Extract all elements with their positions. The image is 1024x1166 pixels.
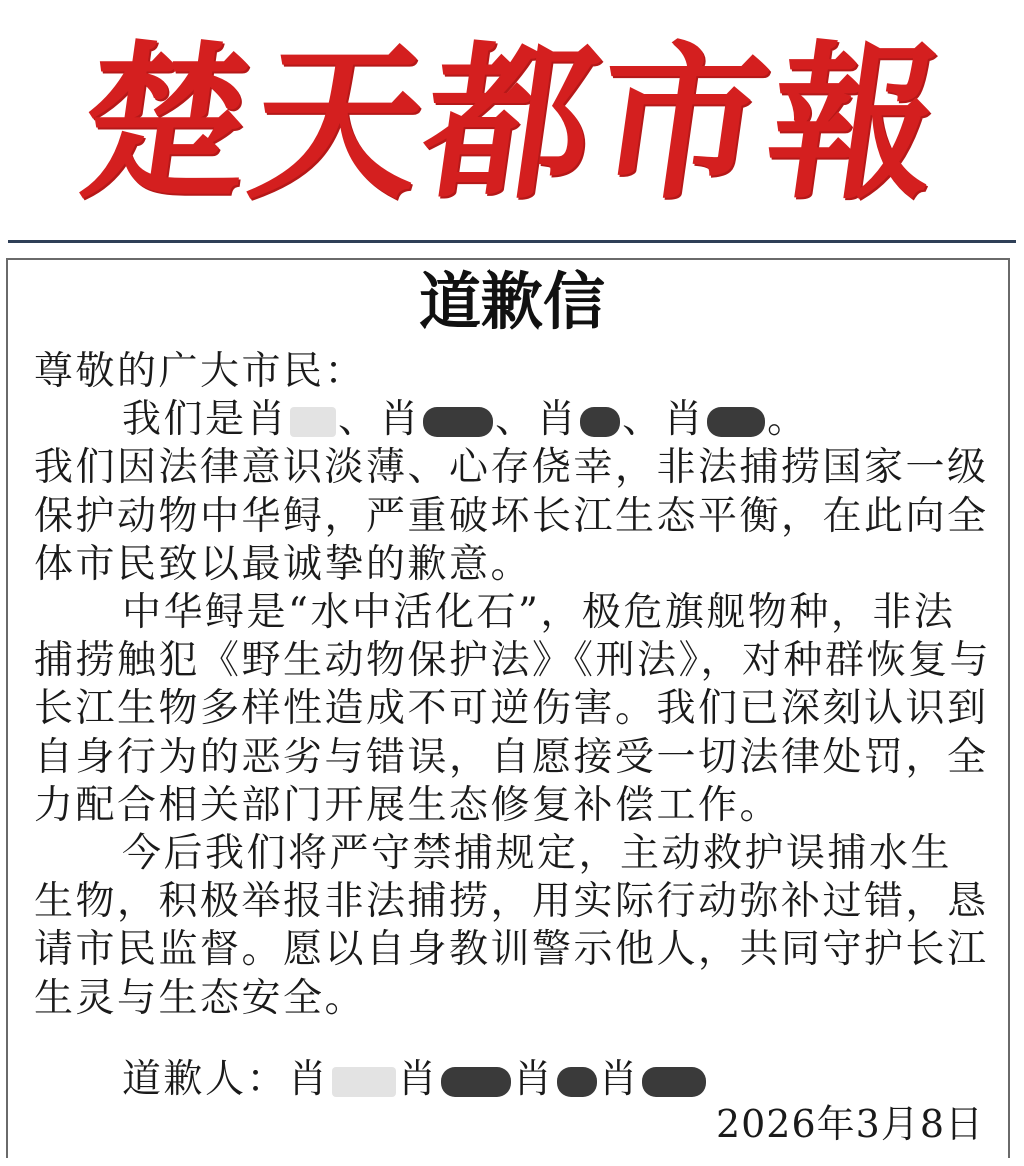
signatory-2: 肖 — [398, 1057, 514, 1102]
notice-body — [34, 348, 992, 1023]
names-line: 我们是肖 、肖 、肖 、肖 。 — [122, 397, 809, 443]
name-4: 肖 — [664, 397, 768, 442]
notice-date: 2026年3月8日 — [715, 1102, 984, 1146]
notice-title: 道歉信 — [418, 265, 605, 338]
signatory-3: 肖 — [513, 1057, 599, 1102]
redaction-mark — [557, 1067, 597, 1097]
redaction-mark — [707, 407, 765, 437]
signature-label: 道歉人： — [122, 1057, 289, 1102]
paragraph-2: 中华鲟是“水中活化石”，极危旗舰物种，非法捕捞触犯《野生动物保护法》《刑法》，对种群恢复与长江生物多样性造成不可逆伤害。我们已深刻认识到自身行为的恶劣与错误，自愿接受一切法律处罚，全力配合相关部门开展生态修复补偿工作。 — [34, 590, 992, 828]
signature-line — [122, 1056, 708, 1104]
redaction-mark — [580, 407, 620, 437]
name-1: 肖 — [247, 397, 339, 442]
masthead-divider — [8, 240, 1016, 243]
name-3: 肖 — [537, 397, 623, 442]
signatory-4: 肖 — [599, 1057, 709, 1102]
paragraph-1: 我们因法律意识淡薄、心存侥幸，非法捕捞国家一级保护动物中华鲟，严重破坏长江生态平衡，在此向全体市民致以最诚挚的歉意。 — [34, 445, 989, 587]
masthead — [0, 18, 1024, 228]
redaction-mark — [332, 1067, 396, 1097]
redaction-mark — [423, 407, 493, 437]
redaction-mark — [290, 407, 336, 437]
signatory-1: 肖 — [288, 1057, 398, 1102]
redaction-mark — [441, 1067, 511, 1097]
salutation: 尊敬的广大市民： — [34, 349, 367, 394]
paragraph-3: 今后我们将严守禁捕规定，主动救护误捕水生生物，积极举报非法捕捞，用实际行动弥补过错，恳请市民监督。愿以自身教训警示他人，共同守护长江生灵与生态安全。 — [34, 831, 989, 1021]
newspaper-logo: 楚天都市報 — [68, 24, 956, 222]
name-2: 肖 — [380, 397, 496, 442]
names-lead: 我们是 — [122, 397, 247, 443]
redaction-mark — [642, 1067, 706, 1097]
